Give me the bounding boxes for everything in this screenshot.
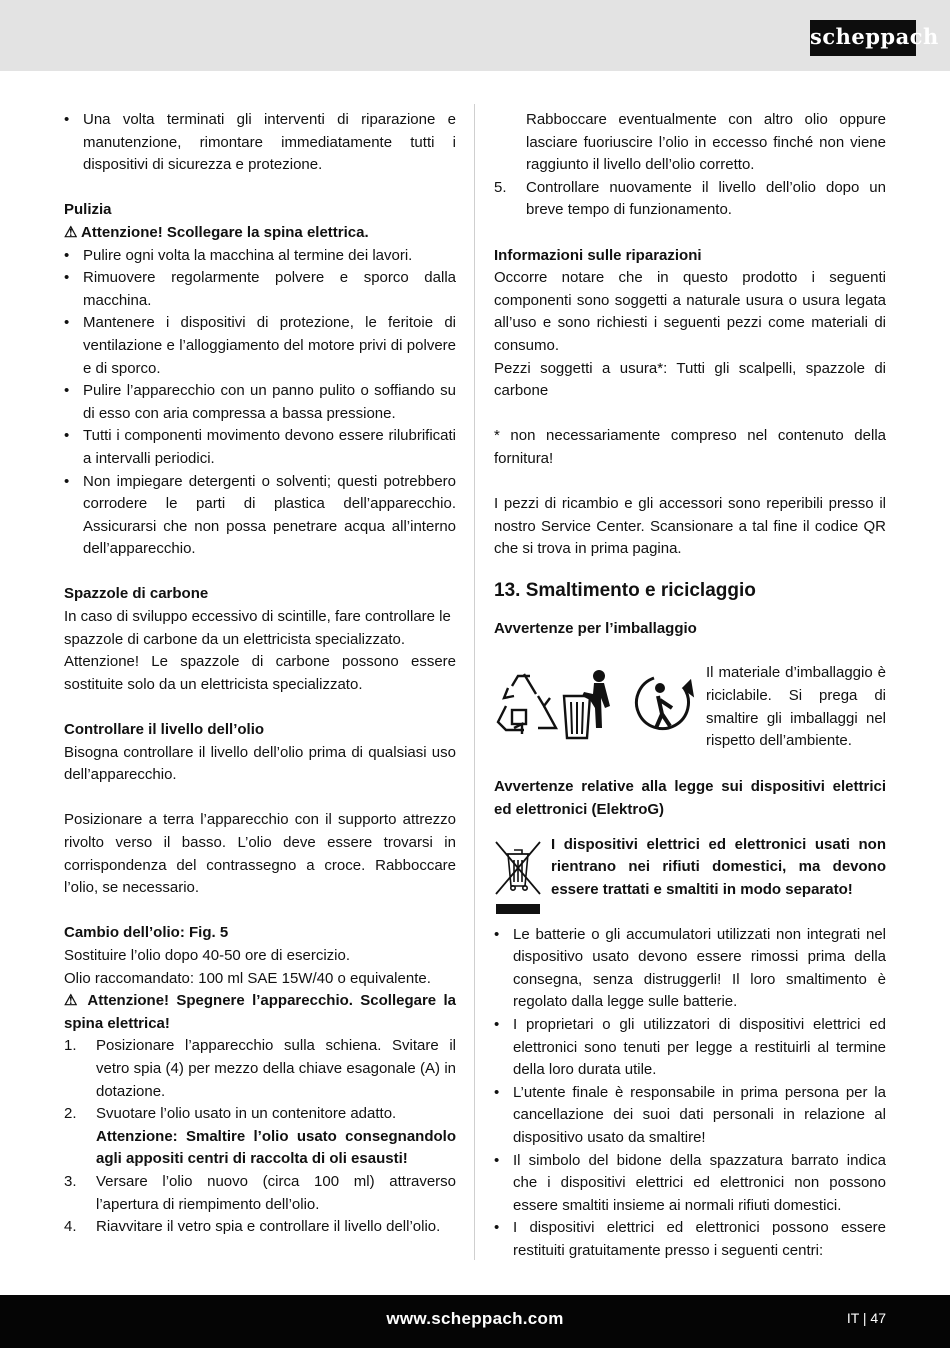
list-item: • Tutti i componenti movimento devono essere rilubrificati a intervalli periodici. [64, 425, 456, 470]
cambio-heading: Cambio dell’olio: Fig. 5 [64, 924, 229, 942]
bin-icon [564, 670, 610, 738]
column-divider [474, 104, 475, 1260]
header-bar [0, 0, 950, 71]
tidyman-icon [636, 678, 692, 729]
list-item: • Rimuovere regolarmente polvere e sporco dalla macchina. [64, 267, 456, 312]
page-number: IT | 47 [846, 1310, 886, 1326]
scheppach-logo: scheppach [810, 20, 916, 56]
imballaggio-heading: Avvertenze per l’imballaggio [494, 619, 697, 637]
livello-text-2: Posizionare a terra l’apparecchio con il supporto attrezzo rivolto verso il basso. L’olio deve essere trovarsi in corrispondenza del contrassegno a croce. Rabboccare l’olio, se necessario. [64, 811, 456, 897]
step-2-warning: Attenzione: Smaltire l’olio usato consegnandolo agli appositi centri di raccolta di oli esausti! [96, 1127, 456, 1168]
list-item: 2. Svuotare l’olio usato in un contenitore adatto. [64, 1105, 397, 1123]
list-item: • I proprietari o gli utilizzatori di dispositivi elettrici ed elettronici sono tenuti per legge a restituirli al termine della loro durata utile. [494, 1014, 886, 1082]
list-item: 5. Controllare nuovamente il livello dell’olio dopo un breve tempo di funzionamento. [494, 178, 886, 219]
list-item: • Le batterie o gli accumulatori utilizzati non integrati nel dispositivo usato devono essere rimossi prima della consegna, senza distruggerli! Il loro smaltimento è regolato dalla legge sulle batterie. [494, 924, 886, 1014]
riparazioni-text-2: Pezzi soggetti a usura*: Tutti gli scalpelli, spazzole di carbone [494, 359, 886, 400]
recycling-icons [494, 666, 700, 740]
footer-bar [0, 1295, 950, 1348]
list-item: • Pulire ogni volta la macchina al termine dei lavori. [64, 245, 456, 268]
cambio-text-1: Sostituire l’olio dopo 40-50 ore di esercizio. [64, 946, 350, 964]
right-column [494, 109, 886, 1263]
spazzole-heading: Spazzole di carbone [64, 585, 209, 603]
riparazioni-footnote: * non necessariamente compreso nel contenuto della fornitura! [494, 427, 886, 467]
livello-heading: Controllare il livello dell’olio [64, 721, 265, 739]
left-column [64, 109, 456, 1239]
section-13-title: 13. Smaltimento e riciclaggio [494, 579, 756, 601]
crossed-bin-icon [494, 838, 542, 918]
imballaggio-text: Il materiale d’imballaggio è riciclabile. Si prega di smaltire gli imballaggi nel rispetto dell’ambiente. [706, 664, 886, 750]
intro-bullet: • Una volta terminati gli interventi di riparazione e manutenzione, rimontare immediatamente tutti i dispositivi di sicurezza e protezione. [64, 109, 456, 177]
riparazioni-heading: Informazioni sulle riparazioni [494, 246, 702, 264]
weee-warning: I dispositivi elettrici ed elettronici usati non rientrano nei rifiuti domestici, ma devono essere trattati e smaltiti in modo separato! [551, 835, 886, 898]
list-item: 1. Posizionare l’apparecchio sulla schiena. Svitare il vetro spia (4) per mezzo della chiave esagonale (A) in dotazione. [64, 1037, 456, 1100]
spazzole-warning-text: Attenzione! Le spazzole di carbone possono essere sostituite solo da un elettricista specializzato. [64, 653, 456, 693]
riparazioni-text-3: I pezzi di ricambio e gli accessori sono reperibili presso il nostro Service Center. Scansionare a tal fine il codice QR che si trova in prima pagina. [494, 495, 886, 558]
riparazioni-text-1: Occorre notare che in questo prodotto i seguenti componenti sono soggetti a naturale usura o usura legata all’uso e sono richiesti i seguenti pezzi come materiali di consumo. [494, 269, 886, 354]
list-item: • Il simbolo del bidone della spazzatura barrato indica che i dispositivi elettrici ed elettronici non possono essere smaltiti insieme ai normali rifiuti domestici. [494, 1150, 886, 1218]
cambio-text-2: Olio raccomandato: 100 ml SAE 15W/40 o equivalente. [64, 969, 431, 987]
recycle-icon [498, 674, 556, 734]
cambio-warning: ⚠ Attenzione! Spegnere l’apparecchio. Scollegare la spina elettrica! [64, 992, 456, 1032]
list-item: • L’utente finale è responsabile in prima persona per la cancellazione dei suoi dati personali in relazione al dispositivo usato da smaltire! [494, 1082, 886, 1150]
list-item: 4. Riavvitare il vetro spia e controllare il livello dell’olio. [64, 1218, 441, 1236]
list-item: • Non impiegare detergenti o solventi; questi potrebbero corrodere le parti di plastica dell’apparecchio. Assicurarsi che non possa penetrare acqua all’interno dell’apparecchio. [64, 471, 456, 561]
livello-text-1: Bisogna controllare il livello dell’olio prima di qualsiasi uso dell’apparecchio. [64, 743, 456, 784]
pulizia-heading: Pulizia [64, 201, 112, 219]
footer-url: www.scheppach.com [386, 1309, 564, 1328]
pulizia-warning: ⚠ Attenzione! Scollegare la spina elettrica. [64, 223, 369, 241]
elektrog-heading: Avvertenze relative alla legge sui dispositivi elettrici ed elettronici (ElektroG) [494, 778, 886, 819]
step-4-continued: Rabboccare eventualmente con altro olio oppure lasciare fuoriuscire l’olio in eccesso finché non viene raggiunto il livello dell’olio corretto. [526, 111, 886, 174]
list-item: 3. Versare l’olio nuovo (circa 100 ml) attraverso l’apertura di riempimento dell’olio. [64, 1172, 456, 1213]
spazzole-text: In caso di sviluppo eccessivo di scintille, fare controllare le spazzole di carbone da un elettricista specializzato. [64, 608, 451, 648]
list-item: • Pulire l’apparecchio con un panno pulito o soffiando su di esso con aria compressa a bassa pressione. [64, 380, 456, 425]
list-item: • Mantenere i dispositivi di protezione, le feritoie di ventilazione e l’alloggiamento del motore privi di polvere e di sporco. [64, 312, 456, 380]
list-item: • I dispositivi elettrici ed elettronici possono essere restituiti gratuitamente presso i seguenti centri: [494, 1217, 886, 1262]
